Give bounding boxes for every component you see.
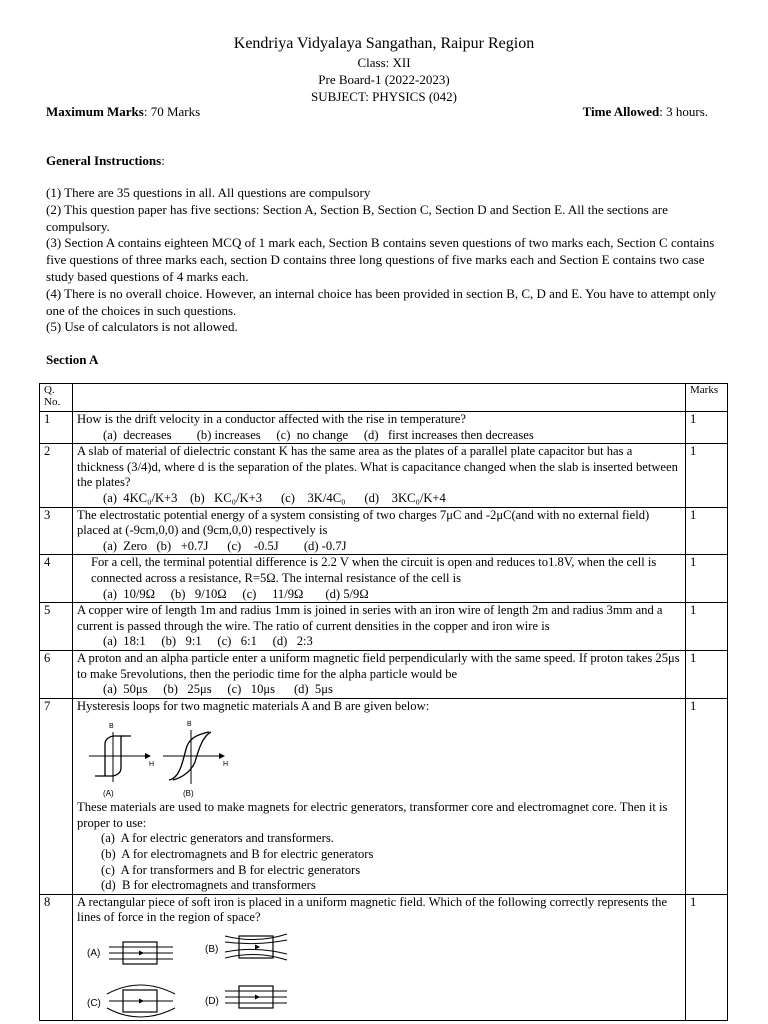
question-number: 6 <box>40 650 73 698</box>
question-text: Hysteresis loops for two magnetic materials A and B are given below: <box>77 698 430 713</box>
question-number: 5 <box>40 603 73 651</box>
option-b-label: (B) <box>205 944 219 956</box>
option-d-label: (D) <box>205 996 219 1008</box>
exam-line: Pre Board-1 (2022-2023) <box>318 72 450 87</box>
class-line: Class: XII <box>357 55 411 70</box>
question-row <box>40 603 728 651</box>
instruction-item: (5) Use of calculators is not allowed. <box>46 319 238 335</box>
question-row <box>40 444 728 507</box>
hysteresis-loop-b <box>163 721 228 798</box>
question-number: 8 <box>40 894 73 1020</box>
time-allowed-value: : 3 hours. <box>659 104 708 119</box>
question-text: A rectangular piece of soft iron is placed in a uniform magnetic field. Which of the following correctly represents the lines of force in the region of space? <box>77 894 668 925</box>
option-c-label: (C) <box>87 998 101 1010</box>
option: (b) A for electromagnets and B for electric generators <box>101 847 374 862</box>
loop-a-label: (A) <box>103 789 114 799</box>
option: (c) A for transformers and B for electric generators <box>101 862 361 877</box>
table-header-row <box>40 384 728 412</box>
option-a-label: (A) <box>87 948 101 960</box>
axis-h-label: H <box>149 761 155 769</box>
question-number: 4 <box>40 555 73 603</box>
question-row <box>40 894 728 1020</box>
question-marks: 1 <box>686 698 728 894</box>
question-options: (a) 50μs (b) 25μs (c) 10μs (d) 5μs <box>103 682 333 697</box>
loop-b-label: (B) <box>183 789 194 799</box>
question-number: 1 <box>40 412 73 444</box>
marks-header: Marks <box>686 384 728 412</box>
question-marks: 1 <box>686 603 728 651</box>
max-marks <box>46 104 200 120</box>
marks-time-row <box>46 104 708 120</box>
general-instructions-title: General Instructions: <box>46 153 165 168</box>
question-row <box>40 412 728 444</box>
question-cell <box>73 650 686 698</box>
question-text: A slab of material of dielectric constant K has the same area as the plates of a parallel plate capacitor but has a thickness (3/4)d, where d is the separation of the plates. What is capacitance changed when the slab is inserted between the plates? <box>77 444 678 490</box>
questions-table <box>39 383 728 1021</box>
question-number: 3 <box>40 507 73 555</box>
axis-h-label: H <box>223 761 229 769</box>
question-options: (a) 18:1 (b) 9:1 (c) 6:1 (d) 2:3 <box>103 634 313 649</box>
school-title: Kendriya Vidyalaya Sangathan, Raipur Region <box>233 35 535 52</box>
instruction-item: (4) There is no overall choice. However, an internal choice has been provided in section B, C, D and E. You have to attempt only one of the choices in such questions. <box>46 285 717 318</box>
question-text: These materials are used to make magnets for electric generators, transformer core and electromagnet core. Then it is proper to use: <box>77 800 668 830</box>
instructions-list <box>46 185 718 336</box>
question-cell <box>73 555 686 603</box>
question-options: (a) 10/9Ω (b) 9/10Ω (c) 11/9Ω (d) 5/9Ω <box>103 586 369 601</box>
option: (d) B for electromagnets and transformers <box>101 878 316 893</box>
axis-b-label: B <box>109 723 114 731</box>
max-marks-label: Maximum Marks <box>46 104 144 119</box>
question-row <box>40 507 728 555</box>
question-header <box>73 384 686 412</box>
question-cell <box>73 894 686 1020</box>
question-cell <box>73 412 686 444</box>
field-option-c <box>87 985 175 1017</box>
question-marks: 1 <box>686 412 728 444</box>
question-row <box>40 555 728 603</box>
question-text: A proton and an alpha particle enter a uniform magnetic field perpendicularly with the same speed. If proton takes 25μs to make 5revolutions, then the periodic time for the alpha particle would be <box>77 650 680 681</box>
question-cell <box>73 698 686 894</box>
time-allowed-label: Time Allowed <box>582 104 660 119</box>
question-options: (a) decreases (b) increases (c) no change (d) first increases then decreases <box>103 427 534 442</box>
field-option-d <box>205 986 287 1008</box>
question-text: How is the drift velocity in a conductor affected with the rise in temperature? <box>77 412 466 426</box>
qno-header: Q. No. <box>40 384 73 412</box>
max-marks-value: : 70 Marks <box>143 104 201 119</box>
question-number: 2 <box>40 444 73 507</box>
question-marks: 1 <box>686 507 728 555</box>
section-heading: Section A <box>46 352 99 367</box>
question-marks: 1 <box>686 444 728 507</box>
question-options: (a) 4KC₀/K+3 (b) KC₀/K+3 (c) 3K/4C₀ (d) 3KC₀/K+4 <box>103 490 446 505</box>
instruction-item: (2) This question paper has five sections: Section A, Section B, Section C, Section D and Section E. All the sections are compulsory. <box>46 201 668 234</box>
hysteresis-loop-a <box>89 723 154 798</box>
question-cell <box>73 507 686 555</box>
question-row <box>40 698 728 894</box>
axis-b-label: B <box>187 721 192 729</box>
instruction-item: (3) Section A contains eighteen MCQ of 1 mark each, Section B contains seven questions of two marks each, Section C contains five questions of three marks each, section D contains three long questions of five marks each and Section E contains two case study based questions of 4 marks each. <box>46 235 715 284</box>
instruction-item: (1) There are 35 questions in all. All questions are compulsory <box>46 185 371 200</box>
field-option-a <box>87 942 173 964</box>
field-option-b <box>205 934 287 960</box>
question-marks: 1 <box>686 555 728 603</box>
iron-field-lines-figure <box>83 928 323 1020</box>
question-cell <box>73 444 686 507</box>
question-text: A copper wire of length 1m and radius 1mm is joined in series with an iron wire of length 2m and radius 3mm and a current is passed through the wire. The ratio of current densities in the copper and iron wire is <box>77 603 663 633</box>
question-options: (a) Zero (b) +0.7J (c) -0.5J (d) -0.7J <box>103 538 347 553</box>
hysteresis-loops-figure <box>83 718 243 798</box>
option: (a) A for electric generators and transformers. <box>101 831 334 846</box>
question-row <box>40 650 728 698</box>
question-marks: 1 <box>686 650 728 698</box>
time-allowed <box>583 104 708 120</box>
question-text: The electrostatic potential energy of a system consisting of two charges 7μC and -2μC(and with no external field) placed at (-9cm,0,0) and (9cm,0,0) respectively is <box>77 507 650 538</box>
subject-line: SUBJECT: PHYSICS (042) <box>311 89 457 104</box>
question-marks: 1 <box>686 894 728 1020</box>
question-cell <box>73 603 686 651</box>
question-options <box>77 831 681 893</box>
question-number: 7 <box>40 698 73 894</box>
question-text: For a cell, the terminal potential difference is 2.2 V when the circuit is open and reduces to1.8V, when the cell is connected across a resistance, R=5Ω. The internal resistance of the cell is <box>91 555 657 585</box>
